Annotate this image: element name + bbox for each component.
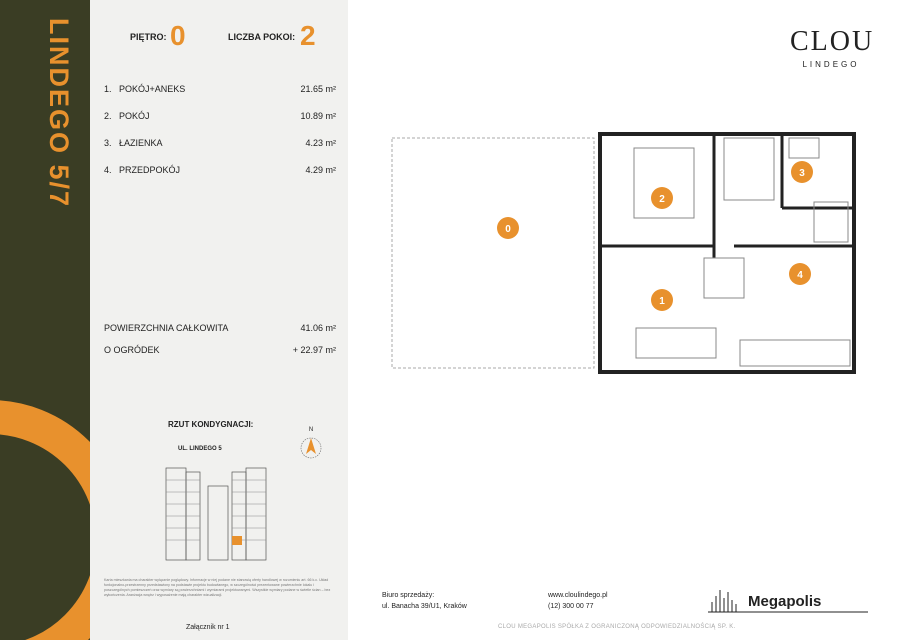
north-label: N xyxy=(308,427,314,433)
total-area-row xyxy=(104,323,336,345)
list-item xyxy=(104,111,336,138)
plan-label-0: 0 xyxy=(505,224,511,235)
rooms-count-label: LICZBA POKOI: xyxy=(228,32,296,42)
logo-main: CLOU xyxy=(790,26,875,57)
rooms-count-value: 2 xyxy=(300,20,316,51)
plan-label-4: 4 xyxy=(797,270,803,281)
orange-arc-decoration xyxy=(0,400,90,640)
total-area-value: 41.06 m² xyxy=(300,323,336,333)
room-list xyxy=(104,84,336,192)
floor-label: PIĘTRO: xyxy=(130,32,167,42)
website-link[interactable]: www.cloulindego.pl xyxy=(548,592,608,599)
garden-area-value: + 22.97 m² xyxy=(292,345,336,355)
street-label: UL. LINDEGO 5 xyxy=(178,446,222,452)
megapolis-logo xyxy=(708,584,868,614)
room-area: 4.29 m² xyxy=(305,165,336,175)
highlighted-apartment xyxy=(232,536,242,545)
plan-label-1: 1 xyxy=(659,296,665,307)
phone-number: (12) 300 00 77 xyxy=(548,603,594,610)
kitchen-counter xyxy=(740,340,850,366)
room-number: 1. xyxy=(104,84,112,94)
total-area-label: POWIERZCHNIA CAŁKOWITA xyxy=(104,323,229,333)
apartment-floor-plan xyxy=(384,128,864,378)
clou-logo xyxy=(790,26,875,69)
sidebar-dark xyxy=(0,0,90,640)
logo-sub: LINDEGO xyxy=(802,60,860,69)
outer-walls xyxy=(600,134,854,372)
sales-office xyxy=(382,590,467,612)
building-title: LINDEGO 5/7 xyxy=(44,18,74,209)
area-totals xyxy=(104,323,336,367)
list-item xyxy=(104,84,336,111)
list-item xyxy=(104,165,336,192)
room-name: POKÓJ xyxy=(119,111,150,121)
plan-label-3: 3 xyxy=(799,168,805,179)
sales-office-label: Biuro sprzedaży: xyxy=(382,592,435,599)
sofa xyxy=(636,328,716,358)
room-number: 2. xyxy=(104,111,112,121)
floor-value: 0 xyxy=(170,20,186,51)
list-item xyxy=(104,138,336,165)
room-name: ŁAZIENKA xyxy=(119,138,163,148)
plan-label-2: 2 xyxy=(659,194,665,205)
washbasin xyxy=(789,138,819,158)
compass-north-icon xyxy=(298,424,324,464)
floor-plan-section-title: RZUT KONDYGNACJI: xyxy=(168,420,254,429)
garden-area-label: O OGRÓDEK xyxy=(104,345,160,355)
site-plan-diagram xyxy=(158,462,278,572)
room-number: 3. xyxy=(104,138,112,148)
room-number: 4. xyxy=(104,165,112,175)
room-area: 10.89 m² xyxy=(300,111,336,121)
contact-info xyxy=(548,590,608,612)
room-area: 21.65 m² xyxy=(300,84,336,94)
garden-outline xyxy=(392,138,594,368)
company-name: CLOU MEGAPOLIS SPÓŁKA Z OGRANICZONĄ ODPOWIEDZIALNOŚCIĄ SP. K. xyxy=(498,624,736,630)
disclaimer-text: Karta mieszkania ma charakter wyłącznie poglądowy. Informacje w niej podane nie stanowią oferty handlowej w rozumieniu art. 66 k.c. Układ funkcjonalno-przestrzenny przedstawiony na podstawie projektu budowlanego, w szczególności prezentowane powierzchnie lokalu i poszczególnych pomieszczeń oraz wymiary są powierzchniami i wymiarami projektowanymi. Wszystkie wymiary podane w świetle ścian – bez wykończenia. Aranżacja wnętrz i wyposażenie mają charakter wizualizacji. xyxy=(104,578,331,597)
room-name: POKÓJ+ANEKS xyxy=(119,84,186,94)
annex-label: Załącznik nr 1 xyxy=(186,624,230,631)
room-name: PRZEDPOKÓJ xyxy=(119,165,181,175)
sales-office-address: ul. Banacha 39/U1, Kraków xyxy=(382,603,467,610)
dining-table xyxy=(704,258,744,298)
developer-name: Megapolis xyxy=(748,593,822,610)
room-area: 4.23 m² xyxy=(305,138,336,148)
wardrobe xyxy=(724,138,774,200)
floor-summary xyxy=(130,22,330,50)
garden-area-row xyxy=(104,345,336,367)
